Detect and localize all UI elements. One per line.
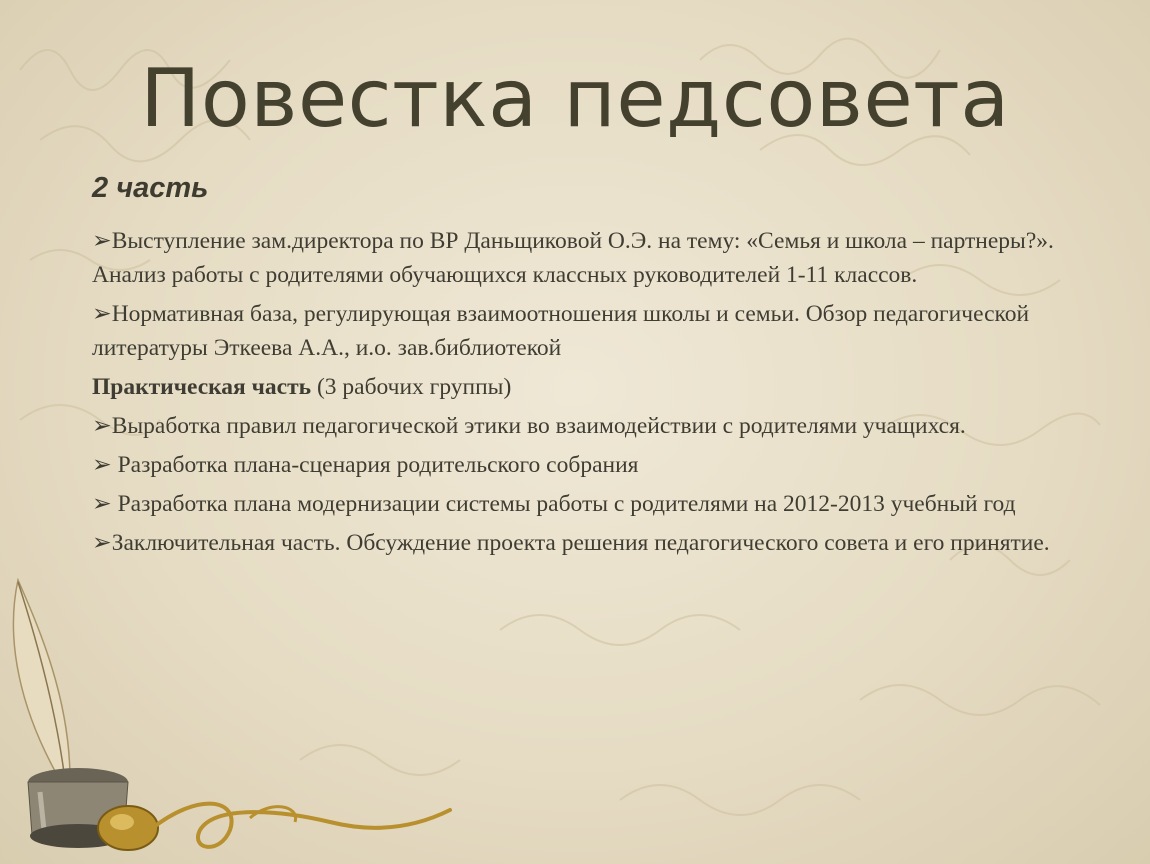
agenda-section-heading: Практическая часть (3 рабочих группы) <box>92 374 512 400</box>
arrow-bullet-icon: ➢ <box>92 491 112 517</box>
arrow-bullet-icon: ➢ <box>92 452 112 478</box>
arrow-bullet-icon: ➢ <box>92 228 112 254</box>
agenda-item: ➢Нормативная база, регулирующая взаимоотношения школы и семьи. Обзор педагогической литературы Эткеева А.А., и.о. зав.библиотекой <box>92 297 1092 365</box>
agenda-item: ➢Выступление зам.директора по ВР Даньщиковой О.Э. на тему: «Семья и школа – партнеры?». Анализ работы с родителями обучающихся классных руководителей 1-11 классов. <box>92 224 1092 292</box>
slide-subtitle: 2 часть <box>92 172 209 204</box>
agenda-item: ➢Выработка правил педагогической этики во взаимодействии с родителями учащихся. <box>92 409 1092 443</box>
agenda-item: ➢Заключительная часть. Обсуждение проекта решения педагогического совета и его принятие. <box>92 526 1092 560</box>
agenda-list <box>92 224 1092 565</box>
quill-inkwell-decoration <box>0 560 460 864</box>
arrow-bullet-icon: ➢ <box>92 530 112 556</box>
arrow-bullet-icon: ➢ <box>92 413 112 439</box>
arrow-bullet-icon: ➢ <box>92 301 112 327</box>
agenda-item: ➢ Разработка плана модернизации системы работы с родителями на 2012-2013 учебный год <box>92 487 1092 521</box>
agenda-item: ➢ Разработка плана-сценария родительского собрания <box>92 448 1092 482</box>
slide-title: Повестка педсовета <box>140 52 1010 145</box>
